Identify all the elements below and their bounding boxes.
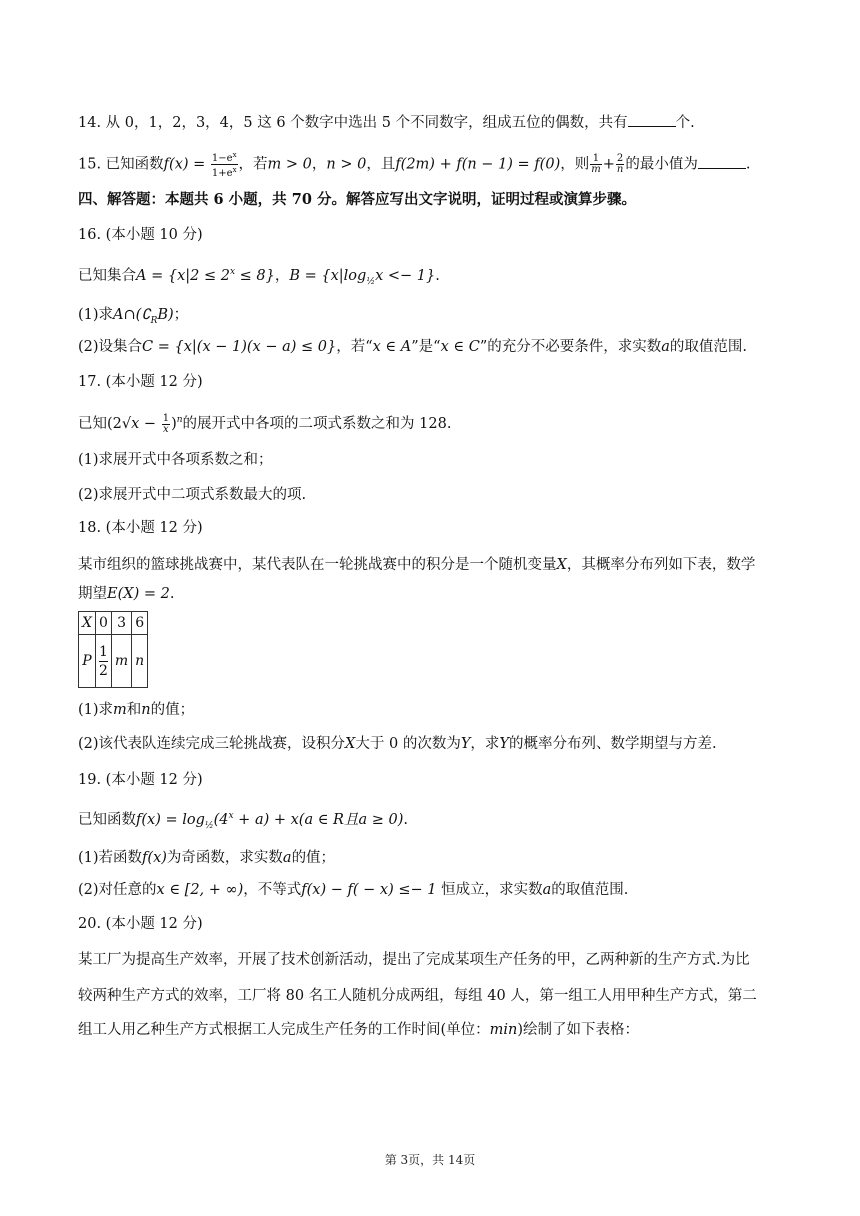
q18-p1-end: 的值； xyxy=(150,702,195,718)
q15-frac-num: 1−e xyxy=(211,153,233,164)
q17-header: 17. (本小题 12 分) xyxy=(78,374,203,390)
q19-p2-interval: x ∈ [2, + ∞) xyxy=(156,882,244,898)
table-cell: X xyxy=(79,612,96,635)
q19-text: 已知函数 xyxy=(78,812,136,828)
set-a-text: A = {x|2 ≤ 2 xyxy=(136,268,230,284)
q17-minus: − xyxy=(139,416,161,432)
q18-text: 某市组织的篮球挑战赛中，某代表队在一轮挑战赛中的积分是一个随机变量 xyxy=(78,557,557,573)
q17-text-c: 的展开式中各项的二项式系数之和为 128. xyxy=(182,416,452,432)
q18-p2-x: X xyxy=(345,736,356,752)
q16-p2-text-e: 的取值范围. xyxy=(669,339,747,355)
q19-p1-text: (1)若函数 xyxy=(78,850,143,866)
q18-p1-and: 和 xyxy=(126,702,142,718)
q15-text: 15. 已知函数 xyxy=(78,156,164,173)
q15-text-d: ，且 xyxy=(366,156,396,173)
q20-line3-text: 组工人用乙种生产方式根据工人完成生产任务的工作时间(单位： xyxy=(78,1022,490,1038)
q20-unit: min xyxy=(489,1022,518,1038)
q15-f2-num: 2 xyxy=(616,153,624,164)
q17-paren: ) xyxy=(171,416,177,432)
table-cell: n xyxy=(132,635,148,688)
q18-line2-end: . xyxy=(169,586,175,602)
q19-p2-text-c: 恒成立，求实数 xyxy=(436,882,543,898)
question-15 xyxy=(78,150,790,179)
q15-frac-num-sup: x xyxy=(232,151,237,159)
q20-header: 20. (本小题 12 分) xyxy=(78,916,203,932)
q17-line1 xyxy=(78,410,790,435)
set-b-text: B = {x|log xyxy=(289,268,367,284)
table-cell: m xyxy=(111,635,131,688)
q17-fraction xyxy=(162,414,170,435)
q20-line2: 较两种生产方式的效率，工厂将 80 名工人随机分成两组，每组 40 人，第一组工人用甲种生产方式，第二 xyxy=(78,988,757,1004)
q18-expectation: E(X) = 2 xyxy=(107,586,170,602)
q15-frac-1-m xyxy=(590,154,601,175)
answer-blank xyxy=(628,112,676,127)
q16-p2-text-c: ”是“ xyxy=(411,339,441,355)
q15-fraction xyxy=(211,150,238,179)
table-cell: 3 xyxy=(111,612,131,635)
table-frac-den: 2 xyxy=(98,662,108,679)
q17-sup: n xyxy=(176,415,183,425)
q19-part1 xyxy=(78,848,790,868)
q18-p2-text-c: ，求 xyxy=(470,736,500,752)
q16-p1-sub: R xyxy=(150,316,158,326)
q18-p1-text: (1)求 xyxy=(78,702,114,718)
set-b-sub: ½ xyxy=(366,277,376,287)
q15-condition: f(2m) + f(n − 1) = f(0) xyxy=(395,156,561,173)
q18-header: 18. (本小题 12 分) xyxy=(78,520,203,536)
q15-frac-2-n xyxy=(616,154,624,175)
q16-line1 xyxy=(78,262,790,292)
q16-header: 16. (本小题 10 分) xyxy=(78,227,203,243)
distribution-table xyxy=(78,611,148,688)
q18-line2-text: 期望 xyxy=(78,586,107,602)
set-a-text-b: ≤ 8} xyxy=(235,268,275,284)
q18-part2 xyxy=(78,734,790,754)
q18-p2-y2: Y xyxy=(499,736,509,752)
table-cell: P xyxy=(79,635,96,688)
q18-p1-n: n xyxy=(141,702,151,718)
q18-p2-text: (2)该代表队连续完成三轮挑战赛，设积分 xyxy=(78,736,346,752)
q14-text-end: 个. xyxy=(675,115,695,131)
q16-p1-expr: A∩(∁ xyxy=(113,307,151,323)
q19-sub: ½ xyxy=(204,821,214,831)
q19-p2-inequality: f(x) − f( − x) ≤− 1 xyxy=(301,882,437,898)
q19-part2 xyxy=(78,880,790,900)
q15-text-b: ，若 xyxy=(238,156,268,173)
table-cell: 0 xyxy=(95,612,111,635)
q16-p2-text-b: ，若“ xyxy=(336,339,373,355)
q16-p2-text: (2)设集合 xyxy=(78,339,143,355)
set-b xyxy=(289,268,436,287)
q16-p2-a: a xyxy=(661,339,670,355)
q15-text-f: 的最小值为 xyxy=(625,156,698,173)
q18-p1-m: m xyxy=(113,702,127,718)
q15-n-cond: n > 0 xyxy=(326,156,367,173)
q16-p2-xa: x ∈ A xyxy=(372,339,412,355)
q16-p2-xc: x ∈ C xyxy=(440,339,480,355)
q15-function: f(x) = xyxy=(163,156,206,173)
q15-text-g: . xyxy=(745,156,751,173)
q19-text-end: . xyxy=(403,812,408,828)
q17-frac-den: x xyxy=(163,423,169,435)
q18-line1 xyxy=(78,555,790,575)
q18-p2-text-d: 的概率分布列、数学期望与方差. xyxy=(508,736,717,752)
q16-p1-expr-b: B) xyxy=(157,307,174,323)
q17-sqrt: √x xyxy=(121,416,140,432)
q19-function: f(x) = log xyxy=(136,812,205,828)
q19-p1-a: a xyxy=(282,850,292,866)
set-a xyxy=(136,268,275,284)
set-a-sup: x xyxy=(229,267,236,277)
q17-part1: (1)求展开式中各项系数之和； xyxy=(78,452,273,468)
q19-function-c: + a) + x(a ∈ R且a ≥ 0) xyxy=(233,812,404,828)
table-fraction xyxy=(99,643,108,680)
q19-p1-f: f(x) xyxy=(142,850,167,866)
q19-sup: x xyxy=(228,811,234,821)
q15-f1-den: m xyxy=(591,164,601,175)
q15-m-cond: m > 0 xyxy=(267,156,312,173)
page-footer: 第 3页，共 14页 xyxy=(384,1153,476,1167)
section-heading: 四、解答题：本题共 6 小题，共 70 分。解答应写出文字说明，证明过程或演算步骤。 xyxy=(78,191,636,208)
q18-line2 xyxy=(78,584,790,604)
table-frac-num: 1 xyxy=(98,643,108,660)
table-cell: 6 xyxy=(132,612,148,635)
q20-line1: 某工厂为提高生产效率，开展了技术创新活动，提出了完成某项生产任务的甲，乙两种新的生产方式.为比 xyxy=(78,952,750,968)
q16-text-c: . xyxy=(435,268,440,284)
q17-part2: (2)求展开式中二项式系数最大的项. xyxy=(78,487,307,503)
q20-line3 xyxy=(78,1020,790,1040)
q15-frac-den: 1+e xyxy=(211,168,233,179)
q17-frac-num: 1 xyxy=(162,412,170,424)
q19-function-b: (4 xyxy=(213,812,229,828)
q15-f1-num: 1 xyxy=(590,154,601,165)
table-cell xyxy=(95,635,111,688)
q18-part1 xyxy=(78,700,790,720)
q19-p2-text: (2)对任意的 xyxy=(78,882,157,898)
q19-header: 19. (本小题 12 分) xyxy=(78,772,203,788)
q15-f2-den: n xyxy=(616,164,624,175)
q19-p1-text-b: 为奇函数，求实数 xyxy=(166,850,283,866)
answer-blank xyxy=(698,154,746,169)
q18-x: X xyxy=(556,557,567,573)
q14-text: 14. 从 0，1，2，3，4，5 这 6 个数字中选出 5 个不同数字，组成五位的偶数，共有 xyxy=(78,115,628,131)
q19-p1-end: 的值； xyxy=(291,850,336,866)
question-14 xyxy=(78,112,790,133)
q18-p2-y: Y xyxy=(460,736,471,752)
q19-line1 xyxy=(78,806,790,836)
q16-text: 已知集合 xyxy=(78,268,136,284)
q16-part2 xyxy=(78,337,790,357)
q16-p1-end: ； xyxy=(173,307,189,323)
set-c: C = {x|(x − 1)(x − a) ≤ 0} xyxy=(142,339,337,355)
q16-p1-text: (1)求 xyxy=(78,307,114,323)
q15-text-c: ， xyxy=(311,156,327,173)
q17-text: 已知(2 xyxy=(78,416,122,432)
q20-line3-end: )绘制了如下表格： xyxy=(517,1022,640,1038)
q18-text-b: ，其概率分布列如下表，数学 xyxy=(566,557,756,573)
q15-plus: + xyxy=(602,156,615,173)
set-b-text-b: x <− 1} xyxy=(375,268,436,284)
q19-p2-a: a xyxy=(542,882,552,898)
q18-p2-text-b: 大于 0 的次数为 xyxy=(355,736,461,752)
q19-p2-text-d: 的取值范围. xyxy=(551,882,629,898)
q16-p2-text-d: ”的充分不必要条件，求实数 xyxy=(479,339,662,355)
q16-part1 xyxy=(78,305,790,331)
q16-text-b: ， xyxy=(274,268,290,284)
q15-text-e: ，则 xyxy=(560,156,590,173)
q15-frac-den-sup: x xyxy=(232,166,237,174)
q19-p2-text-b: ，不等式 xyxy=(243,882,302,898)
